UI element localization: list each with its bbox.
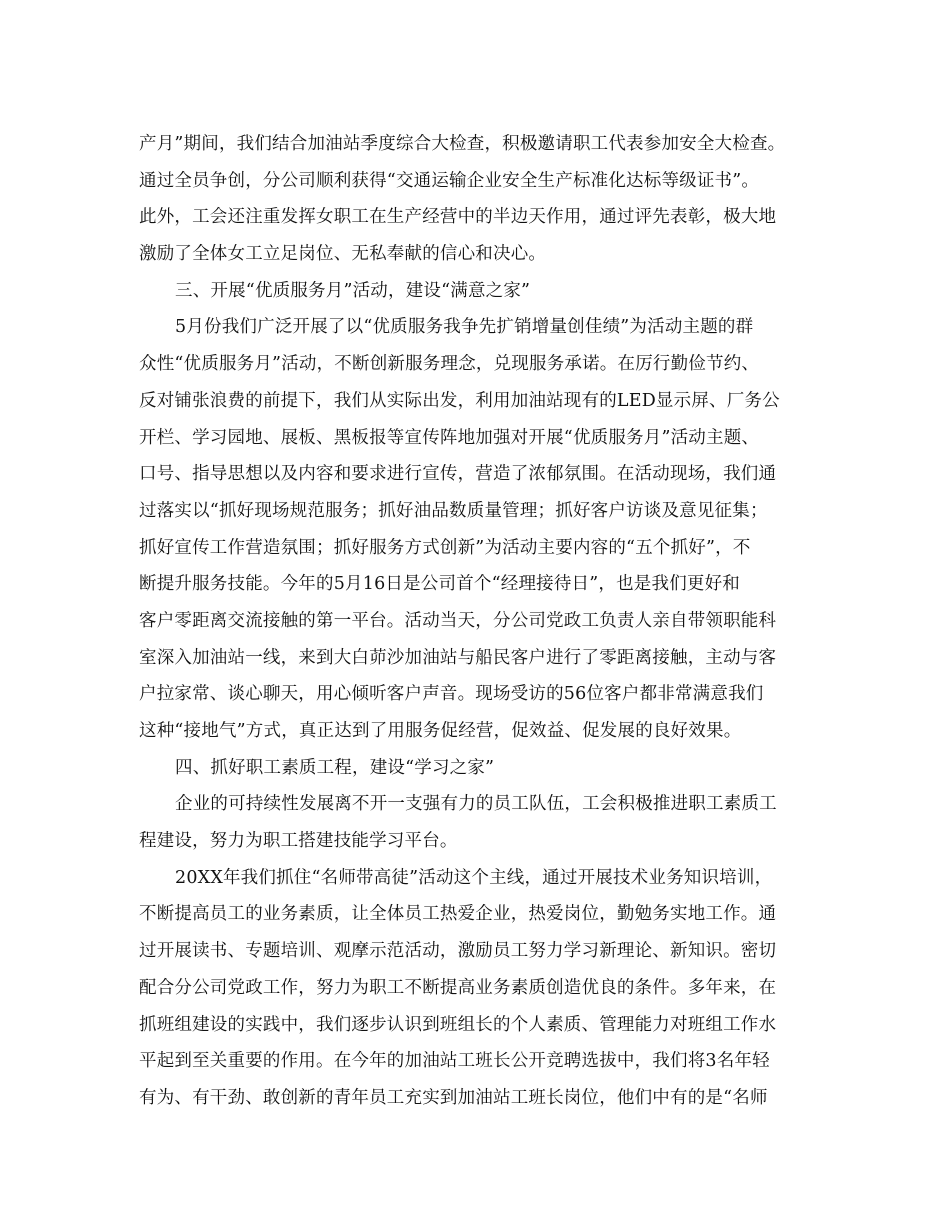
text-line: 室深入加油站一线，来到大白茆沙加油站与船民客户进行了零距离接触，主动与客 [139,647,777,668]
text-line: 口号、指导思想以及内容和要求进行宣传，营造了浓郁氛围。在活动现场，我们通 [139,464,777,485]
text-line: 不断提高员工的业务素质，让全体员工热爱企业，热爱岗位，勤勉务实地工作。通 [139,904,777,925]
text-line: 过开展读书、专题培训、观摩示范活动，激励员工努力学习新理论、新知识。密切 [139,941,777,962]
text-line: 众性“优质服务月”活动，不断创新服务理念，兑现服务承诺。在厉行勤俭节约、 [139,354,760,375]
text-line: 这种“接地气”方式，真正达到了用服务促经营，促效益、促发展的良好效果。 [139,721,742,741]
text-line: 开栏、学习园地、展板、黑板报等宣传阵地加强对开展“优质服务月”活动主题、 [139,427,760,448]
document-body [139,126,829,1117]
text-line: 通过全员争创，分公司顺利获得“交通运输企业安全生产标准化达标等级证书”。 [139,170,760,191]
text-line: 客户零距离交流接触的第一平台。活动当天，分公司党政工负责人亲自带领职能科 [139,610,777,631]
text-line: 此外，工会还注重发挥女职工在生产经营中的半边天作用，通过评先表彰，极大地 [139,207,777,228]
text-line: 断提升服务技能。今年的5月16日是公司首个“经理接待日”，也是我们更好和 [139,574,740,595]
text-line: 户拉家常、谈心聊天，用心倾听客户声音。现场受访的56位客户都非常满意我们 [139,684,764,705]
paragraph-start-line: 企业的可持续性发展离不开一支强有力的员工队伍，工会积极推进职工素质工 [175,794,777,815]
text-line: 过落实以“抓好现场规范服务；抓好油品数质量管理；抓好客户访谈及意见征集； [139,500,768,521]
text-line: 激励了全体女工立足岗位、无私奉献的信心和决心。 [139,244,547,265]
text-line: 产月”期间，我们结合加油站季度综合大检查，积极邀请职工代表参加安全大检查。 [139,134,786,154]
text-line: 平起到至关重要的作用。在今年的加油站工班长公开竞聘选拔中，我们将3名年轻 [139,1051,770,1072]
text-line: 程建设，努力为职工搭建技能学习平台。 [139,831,458,852]
paragraph-start-line: 20XX年我们抓住“名师带高徒”活动这个主线，通过开展技术业务知识培训， [175,867,773,888]
text-line: 有为、有干劲、敢创新的青年员工充实到加油站工班长岗位，他们中有的是“名师 [139,1087,768,1108]
text-line: 抓好宣传工作营造氛围；抓好服务方式创新”为活动主要内容的“五个抓好”，不 [139,537,751,558]
text-line: 抓班组建设的实践中，我们逐步认识到班组长的个人素质、管理能力对班组工作水 [139,1014,777,1035]
paragraph-start-line: 四、抓好职工素质工程，建设“学习之家” [175,757,495,778]
paragraph-start-line: 5月份我们广泛开展了以“优质服务我争先扩销增量创佳绩”为活动主题的群 [175,317,754,338]
paragraph-start-line: 三、开展“优质服务月”活动，建设“满意之家” [175,280,531,301]
text-line: 配合分公司党政工作，努力为职工不断提高业务素质创造优良的条件。多年来，在 [139,977,777,998]
text-line: 反对铺张浪费的前提下，我们从实际出发，利用加油站现有的LED显示屏、厂务公 [139,390,780,411]
